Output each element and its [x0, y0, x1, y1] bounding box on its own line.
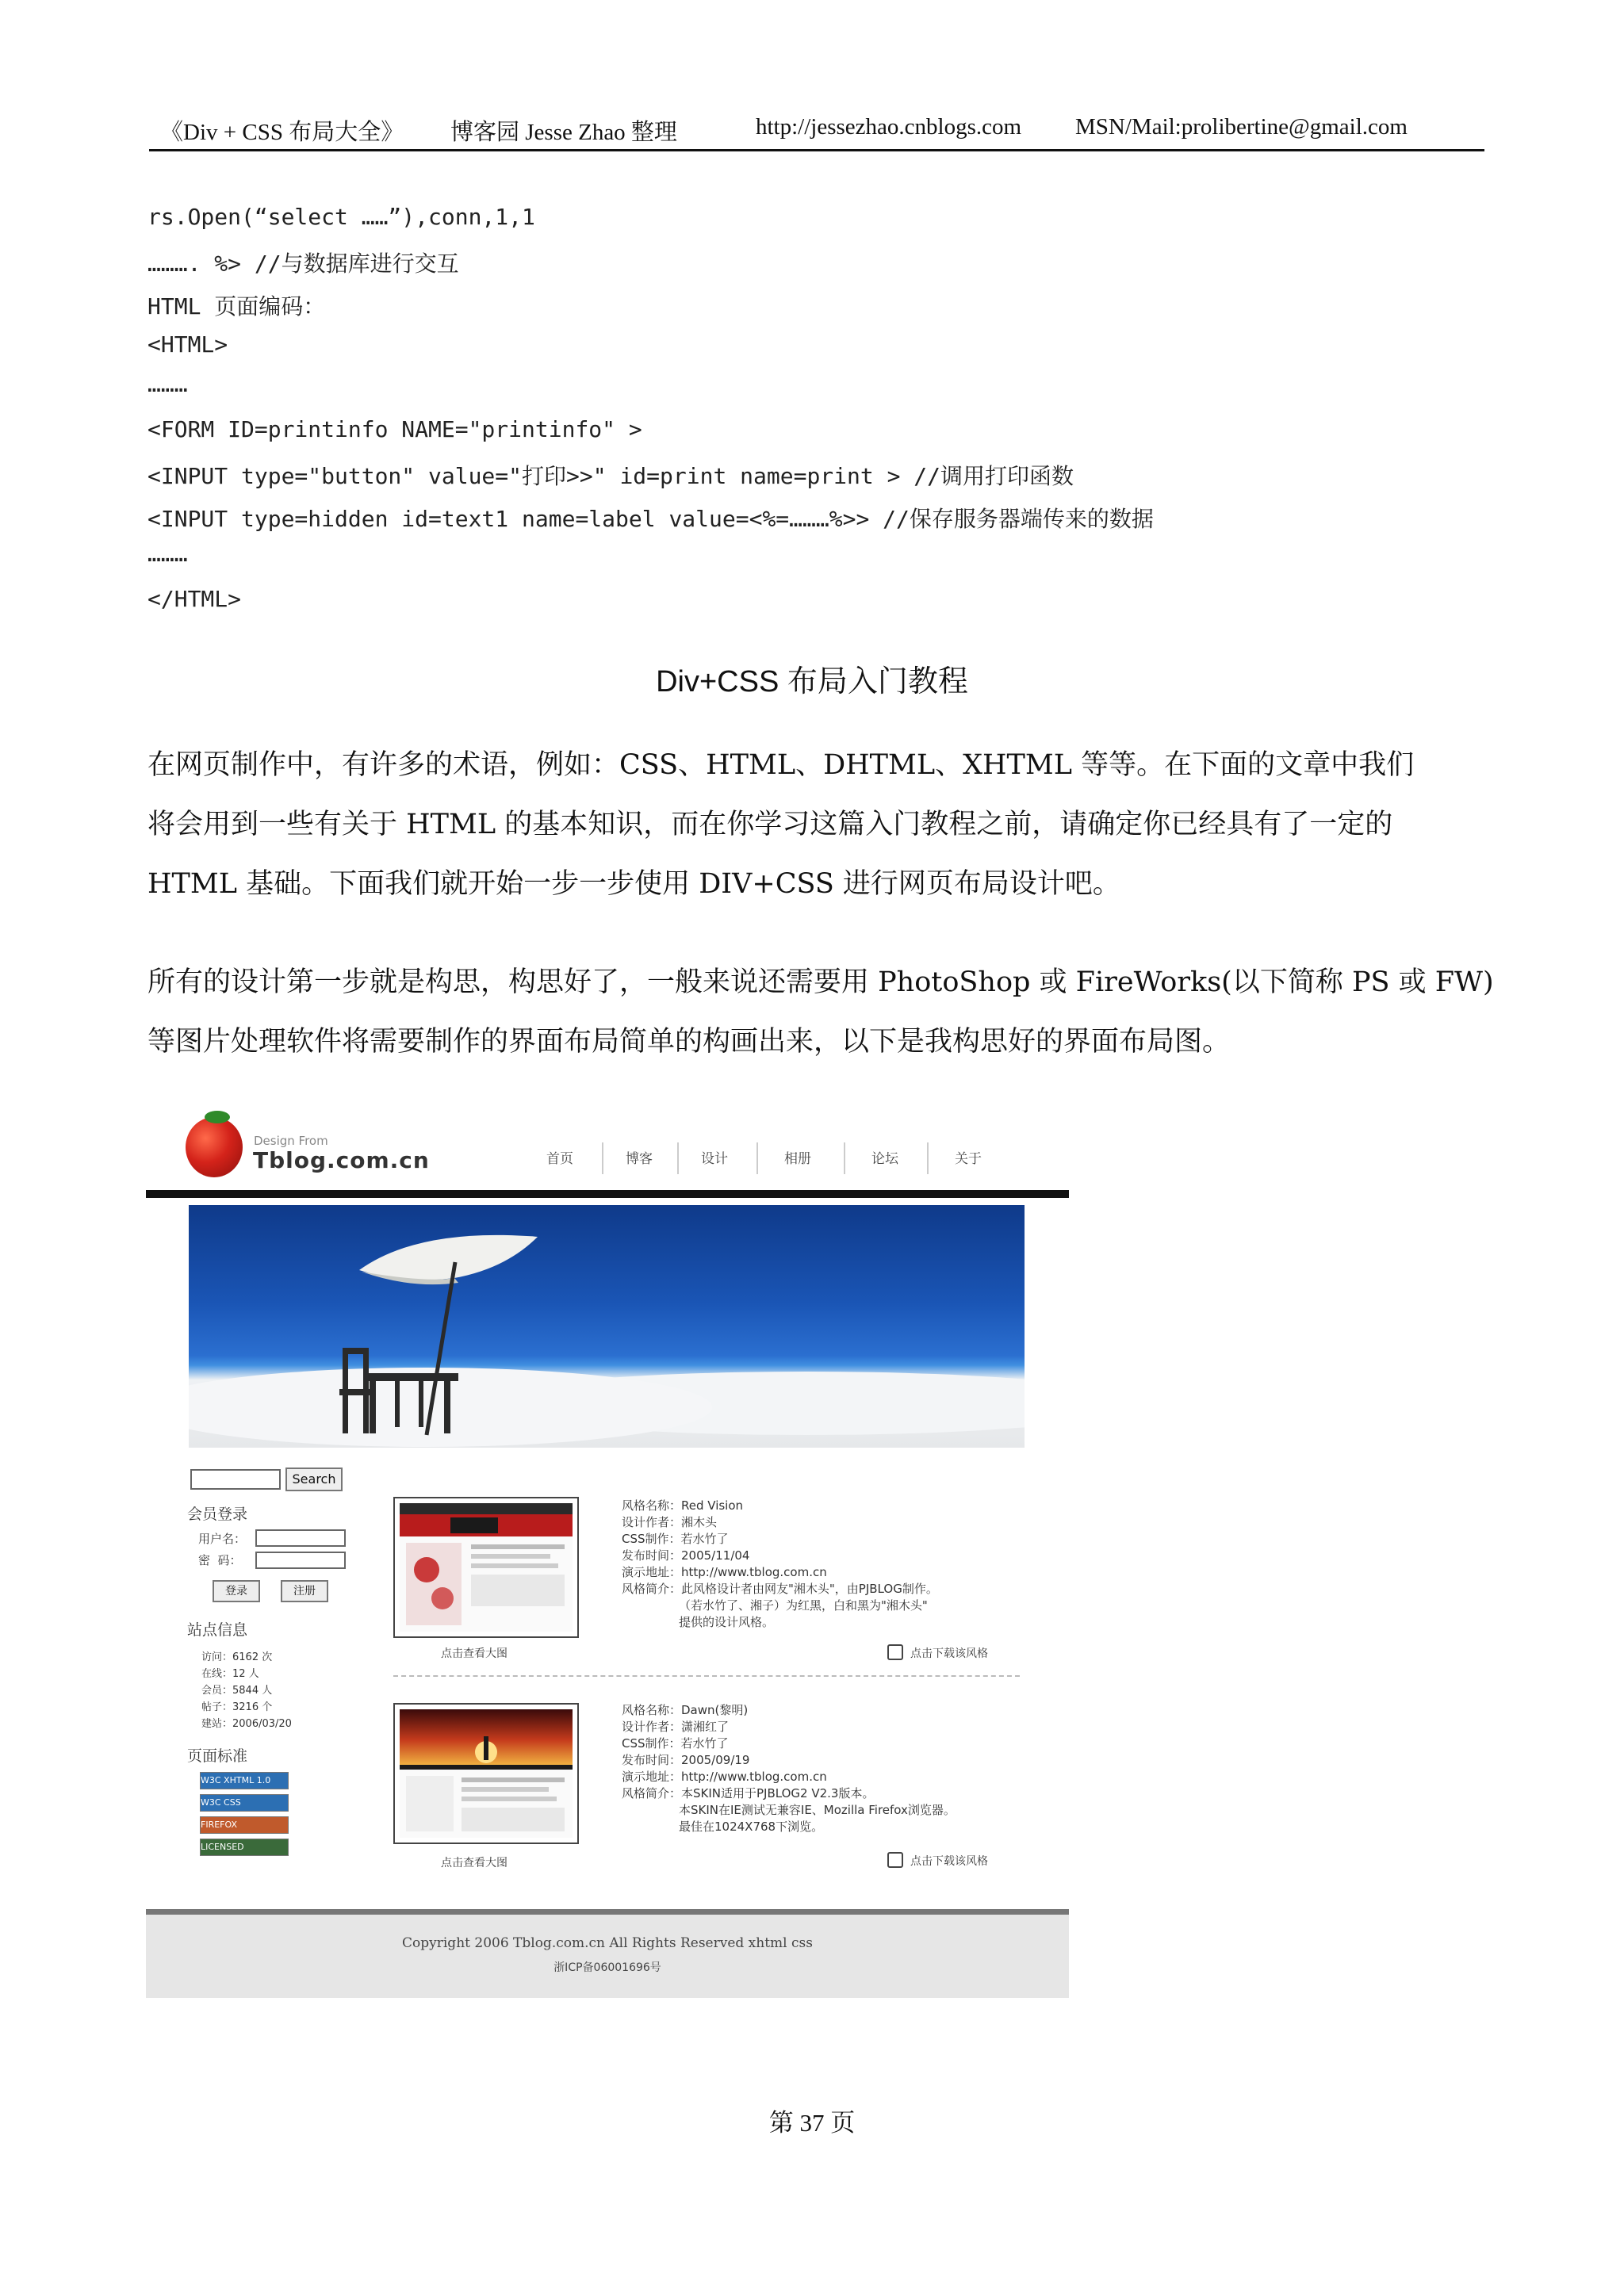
theme-info-red-vision [622, 1498, 938, 1631]
running-header [149, 111, 1484, 151]
view-large-link[interactable]: 点击查看大图 [441, 1647, 508, 1660]
theme-meta-line: 发布时间：2005/11/04 [622, 1548, 750, 1563]
paragraph-line: 等图片处理软件将需要制作的界面布局简单的构画出来，以下是我构思好的界面布局图。 [147, 1026, 1231, 1058]
theme-info-dawn [622, 1702, 956, 1835]
nav-item-design: 设计 [701, 1151, 728, 1167]
paragraph-line: 将会用到一些有关于 HTML 的基本知识，而在你学习这篇入门教程之前，请确定你已经具有了一定的 [147, 809, 1393, 840]
theme-meta-line: 最佳在1024X768下浏览。 [679, 1820, 824, 1834]
firefox-badge[interactable]: FIREFOX [200, 1816, 289, 1834]
login-title: 会员登录 [187, 1506, 248, 1523]
copyright-text: Copyright 2006 Tblog.com.cn All Rights Reserved xhtml css [402, 1935, 813, 1951]
brand-name: Tblog.com.cn [253, 1147, 430, 1173]
theme-meta-line: 风格名称：Red Vision [622, 1498, 744, 1513]
password-field[interactable] [255, 1552, 346, 1569]
standards-title: 页面标准 [187, 1747, 248, 1765]
header-book-title: 《Div + CSS 布局大全》 [160, 120, 404, 145]
nav-item-album: 相册 [784, 1151, 811, 1167]
theme-meta-line: 设计作者：潇湘红了 [622, 1720, 730, 1734]
theme-preview-red-vision[interactable] [393, 1497, 579, 1638]
theme-meta-line: 演示地址：http://www.tblog.com.cn [622, 1770, 827, 1784]
header-url: http://jessezhao.cnblogs.com [756, 114, 1022, 140]
css-badge[interactable]: W3C CSS [200, 1794, 289, 1812]
code-line: ……… [147, 371, 188, 397]
item-divider [393, 1675, 1020, 1677]
tomato-leaf-icon [205, 1111, 230, 1123]
code-line: HTML 页面编码： [147, 293, 326, 320]
header-bar [146, 1190, 1069, 1198]
paragraph-line: 所有的设计第一步就是构思，构思好了，一般来说还需要用 PhotoShop 或 FireWorks(以下简称 PS 或 FW) [147, 966, 1494, 998]
brand-tagline: Design From [254, 1134, 328, 1148]
intro-paragraph [147, 736, 1480, 914]
theme-meta-line: 演示地址：http://www.tblog.com.cn [622, 1565, 827, 1579]
stat-visits: 访问：6162 次 [201, 1651, 273, 1663]
theme-meta-line: （若水竹了、湘子）为红黑，白和黑为"湘木头" [679, 1598, 928, 1613]
download-icon[interactable] [887, 1852, 903, 1868]
beach-scene-icon [189, 1205, 1025, 1448]
password-label: 密 码： [198, 1553, 242, 1567]
nav-item-about: 关于 [955, 1151, 982, 1167]
theme-meta-line: 风格名称：Dawn(黎明) [622, 1703, 749, 1717]
layout-mockup-image [146, 1106, 1069, 1998]
stat-posts: 帖子：3216 个 [201, 1701, 273, 1713]
theme-meta-line: 设计作者：湘木头 [622, 1515, 718, 1529]
username-field[interactable] [255, 1529, 346, 1547]
tomato-logo-icon [186, 1117, 243, 1177]
nav-item-blog: 博客 [626, 1151, 653, 1167]
paragraph-line: 在网页制作中，有许多的术语，例如：CSS、HTML、DHTML、XHTML 等等。在下面的文章中我们 [147, 749, 1415, 781]
theme-meta-line: CSS制作：若水竹了 [622, 1736, 729, 1751]
mockup-footer [146, 1915, 1069, 1998]
nav-item-home: 首页 [546, 1151, 573, 1167]
login-button[interactable]: 登录 [213, 1580, 260, 1602]
code-line: rs.Open(“select ……”),conn,1,1 [147, 204, 535, 230]
code-line: <INPUT type="button" value="打印>>" id=print name=print > //调用打印函数 [147, 463, 1074, 489]
theme-meta-line: 本SKIN在IE测试无兼容IE、Mozilla Firefox浏览器。 [679, 1803, 956, 1817]
stat-online: 在线：12 人 [201, 1668, 259, 1680]
code-line: ……… [147, 541, 188, 567]
code-line: <HTML> [147, 331, 228, 358]
download-link[interactable]: 点击下载该风格 [910, 1647, 988, 1660]
beach-banner-image [189, 1205, 1025, 1448]
theme-meta-line: 发布时间：2005/09/19 [622, 1753, 750, 1767]
code-line: <FORM ID=printinfo NAME="printinfo" > [147, 416, 642, 442]
stat-members: 会员：5844 人 [201, 1685, 273, 1697]
section-title: Div+CSS 布局入门教程 [656, 665, 968, 698]
red-vision-thumbnail-icon [395, 1498, 577, 1636]
search-button[interactable]: Search [285, 1468, 343, 1491]
dawn-thumbnail-icon [395, 1705, 577, 1843]
theme-preview-dawn[interactable] [393, 1703, 579, 1844]
theme-meta-line: 风格简介：本SKIN适用于PJBLOG2 V2.3版本。 [622, 1786, 875, 1800]
theme-meta-line: 提供的设计风格。 [679, 1615, 775, 1629]
page-number: 第 37 页 [768, 2109, 856, 2137]
header-contact: MSN/Mail:prolibertine@gmail.com [1075, 114, 1408, 140]
code-line: </HTML> [147, 586, 242, 612]
search-input[interactable] [190, 1469, 281, 1490]
download-icon[interactable] [887, 1644, 903, 1660]
stats-title: 站点信息 [187, 1621, 248, 1639]
footer-rule [146, 1909, 1069, 1915]
stats-list [201, 1649, 292, 1732]
view-large-link[interactable]: 点击查看大图 [441, 1857, 508, 1869]
username-label: 用户名： [198, 1532, 247, 1546]
theme-meta-line: CSS制作：若水竹了 [622, 1532, 729, 1546]
license-badge[interactable]: LICENSED [200, 1839, 289, 1856]
code-line: ………. %> //与数据库进行交互 [147, 251, 459, 277]
header-author: 博客园 Jesse Zhao 整理 [450, 120, 677, 145]
nav-item-forum: 论坛 [871, 1151, 898, 1167]
design-paragraph [147, 953, 1494, 1072]
code-line: <INPUT type=hidden id=text1 name=label value=<%=………%>> //保存服务器端传来的数据 [147, 506, 1154, 532]
stat-founded: 建站：2006/03/20 [201, 1718, 292, 1730]
icp-number: 浙ICP备06001696号 [553, 1961, 661, 1974]
register-button[interactable]: 注册 [281, 1580, 328, 1602]
paragraph-line: HTML 基础。下面我们就开始一步一步使用 DIV+CSS 进行网页布局设计吧。 [147, 868, 1120, 900]
theme-meta-line: 风格简介：此风格设计者由网友"湘木头"，由PJBLOG制作。 [622, 1582, 938, 1596]
download-link[interactable]: 点击下载该风格 [910, 1855, 988, 1868]
xhtml-badge[interactable]: W3C XHTML 1.0 [200, 1772, 289, 1789]
